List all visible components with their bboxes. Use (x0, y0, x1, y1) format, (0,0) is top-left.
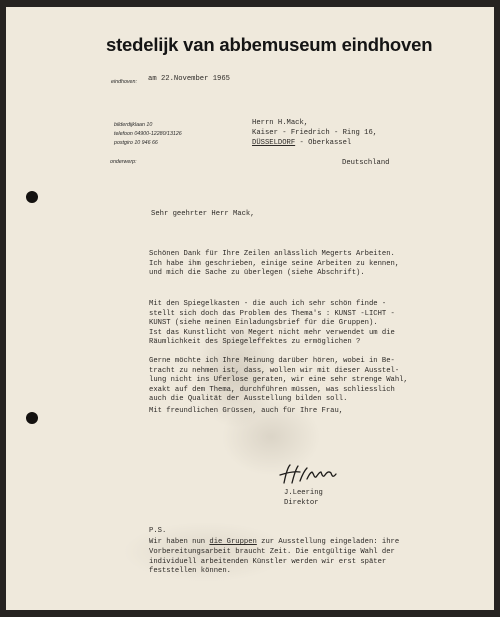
postscript-underlined-groups: die Gruppen (209, 538, 257, 546)
signer-name: J.Leering (284, 489, 323, 497)
postscript-text: zur Ausstellung eingeladen: ihre (256, 538, 400, 546)
letter-date: am 22.November 1965 (148, 75, 230, 83)
sender-address: bilderdijklaan 10 (114, 122, 153, 128)
text-line: auch die Qualität der Ausstellung bilden soll. (149, 395, 348, 404)
body-paragraph-selection (149, 357, 408, 405)
text-line: Ist das Kunstlicht von Megert nicht mehr verwendet um die (149, 328, 395, 337)
salutation: Sehr geehrter Herr Mack, (151, 210, 255, 218)
text-line: KUNST (siehe meinen Einladungsbrief für die Gruppen). (149, 319, 378, 328)
text-line: Ich habe ihm geschrieben, einige seine Arbeiten zu kennen, (149, 259, 400, 268)
sender-phone: telefoon 04900-12280/13126 (114, 131, 182, 137)
body-paragraph-mirror-boxes (149, 300, 395, 348)
text-line: feststellen können. (149, 567, 231, 576)
text-line: Gerne möchte ich Ihre Meinung darüber hören, wobei in Be- (149, 357, 395, 365)
text-line: tracht zu nehmen ist, dass, wollen wir mit dieser Ausstel- (149, 366, 400, 375)
text-line: Vorbereitungsarbeit braucht Zeit. Die entgültige Wahl der (149, 548, 395, 556)
postscript-line-1 (149, 538, 399, 548)
postscript-continuation (149, 548, 395, 577)
text-line: und mich die Sache zu überlegen (siehe Abschrift). (149, 269, 365, 278)
recipient-city: DÜSSELDORF (252, 139, 296, 147)
subject-label: onderwerp: (110, 159, 137, 165)
recipient-country: Deutschland (342, 159, 390, 167)
text-line: individuell arbeitenden Künstler werden wir erst später (149, 557, 387, 566)
text-line: exakt auf dem Thema, durchführen müssen, was schliesslich (149, 385, 395, 394)
recipient-name: Herrn H.Mack, (252, 119, 309, 127)
recipient-district: - Oberkassel (295, 139, 352, 147)
postscript-text: Wir haben nun (149, 538, 210, 546)
recipient-street: Kaiser - Friedrich - Ring 16, (252, 129, 378, 137)
closing: Mit freundlichen Grüssen, auch für Ihre Frau, (149, 407, 344, 415)
text-line: Mit den Spiegelkasten - die auch ich sehr schön finde - (149, 300, 387, 308)
handwritten-signature (276, 461, 356, 489)
recipient-city-line (252, 139, 351, 149)
letter-sheet (6, 7, 494, 610)
signer-title: Direktor (284, 499, 319, 507)
text-line: stellt sich doch das Problem des Thema's : KUNST -LICHT - (149, 309, 395, 318)
postscript-label: P.S. (149, 527, 167, 535)
body-paragraph-thanks (149, 250, 399, 279)
punch-hole-top (26, 191, 38, 203)
punch-hole-bottom (26, 412, 38, 424)
sender-giro: postgiro 10 946 66 (114, 140, 158, 146)
place-label: eindhoven: (111, 79, 137, 85)
text-line: lung nicht ins Uferlose geraten, wir eine sehr strenge Wahl, (149, 376, 408, 385)
text-line: Schönen Dank für Ihre Zeilen anlässlich Megerts Arbeiten. (149, 250, 395, 258)
letterhead-title: stedelijk van abbemuseum eindhoven (106, 34, 433, 55)
text-line: Räumlichkeit des Spiegeleffektes zu ermöglichen ? (149, 338, 361, 347)
